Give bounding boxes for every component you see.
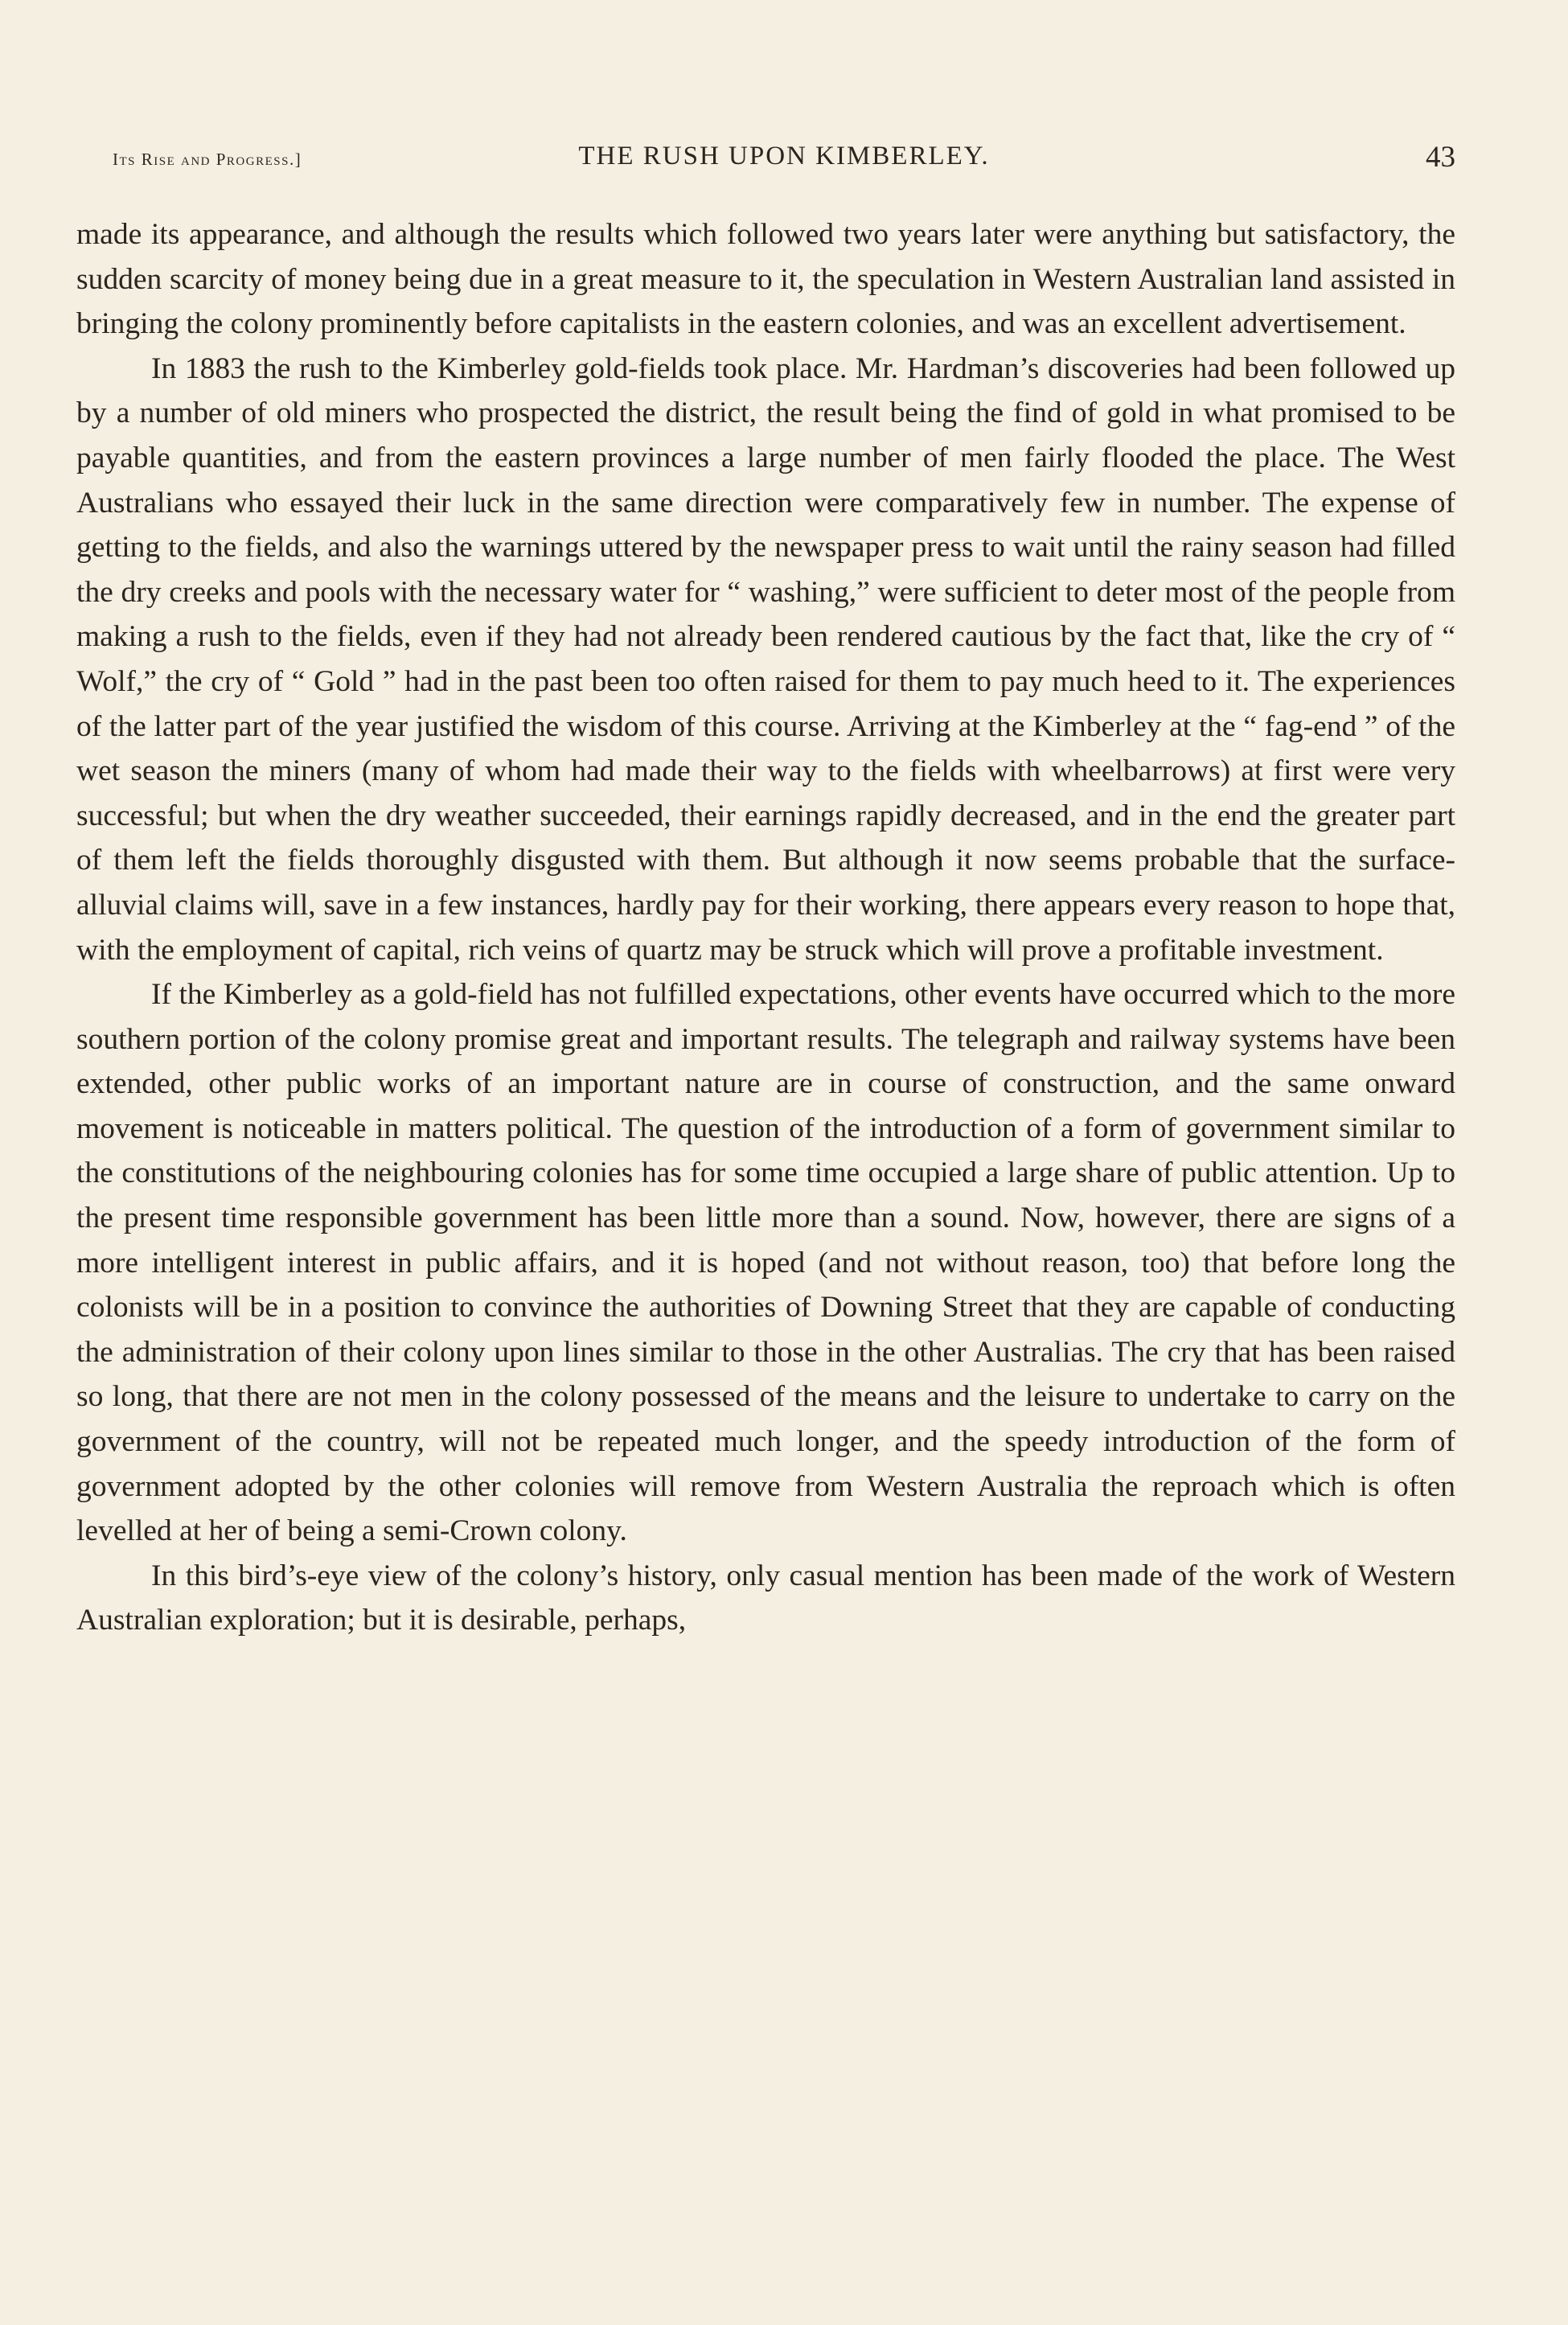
running-head-title: THE RUSH UPON KIMBERLEY. — [578, 142, 990, 170]
paragraph-kimberley-rush: In 1883 the rush to the Kimberley gold-fields took place. Mr. Hardman’s discoveries had been followed up by a number of old miners who prospected the district, the result being the find of gold in what promised to be payable quantities, and from the eastern provinces a large number of men fairly flooded the place. The West Australians who essayed their luck in the same direction were comparatively few in number. The expense of getting to the fields, and also the warnings uttered by the newspaper press to wait until the rainy season had filled the dry creeks and pools with the necessary water for “ washing,” were sufficient to deter most of the people from making a rush to the fields, even if they had not already been rendered cautious by the fact that, like the cry of “ Wolf,” the cry of “ Gold ” had in the past been too often raised for them to pay much heed to it. The experiences of the latter part of the year justified the wisdom of this course. Arriving at the Kimberley at the “ fag-end ” of the wet season the miners (many of whom had made their way to the fields with wheelbarrows) at first were very successful; but when the dry weather succeeded, their earnings rapidly decreased, and in the end the greater part of them left the fields thoroughly disgusted with them. But although it now seems probable that the surface-alluvial claims will, save in a few instances, hardly pay for their working, there appears every reason to hope that, with the employment of capital, rich veins of quartz may be struck which will prove a profitable investment. — [76, 351, 1455, 967]
running-head — [113, 138, 1455, 183]
running-head-section: Its Rise and Progress.] — [113, 150, 302, 169]
page-number: 43 — [1426, 141, 1455, 174]
body-text — [76, 212, 1455, 1643]
paragraph-exploration: In this bird’s-eye view of the colony’s history, only casual mention has been made of the work of Western Australian exploration; but it is desirable, perhaps, — [76, 1559, 1455, 1637]
paragraph-political-progress: If the Kimberley as a gold-field has not fulfilled expectations, other events have occurred which to the more southern portion of the colony promise great and important results. The telegraph and railway systems have been extended, other public works of an important nature are in course of construction, and the same onward movement is noticeable in matters political. The question of the introduction of a form of government similar to the constitutions of the neighbouring colonies has for some time occupied a large share of public attention. Up to the present time responsible government has been little more than a sound. Now, however, there are signs of a more intelligent interest in public affairs, and it is hoped (and not without reason, too) that before long the colonists will be in a position to convince the authorities of Downing Street that they are capable of conducting the administration of their colony upon lines similar to those in the other Australias. The cry that has been raised so long, that there are not men in the colony possessed of the means and the leisure to undertake to carry on the government of the country, will not be repeated much longer, and the speedy introduction of the form of government adopted by the other colonies will remove from Western Australia the reproach which is often levelled at her of being a semi-Crown colony. — [76, 978, 1455, 1548]
paragraph-continued: made its appearance, and although the results which followed two years later were anything but satisfactory, the sudden scarcity of money being due in a great measure to it, the speculation in Western Australian land assisted in bringing the colony prominently before capitalists in the eastern colonies, and was an excellent advertisement. — [76, 218, 1455, 341]
